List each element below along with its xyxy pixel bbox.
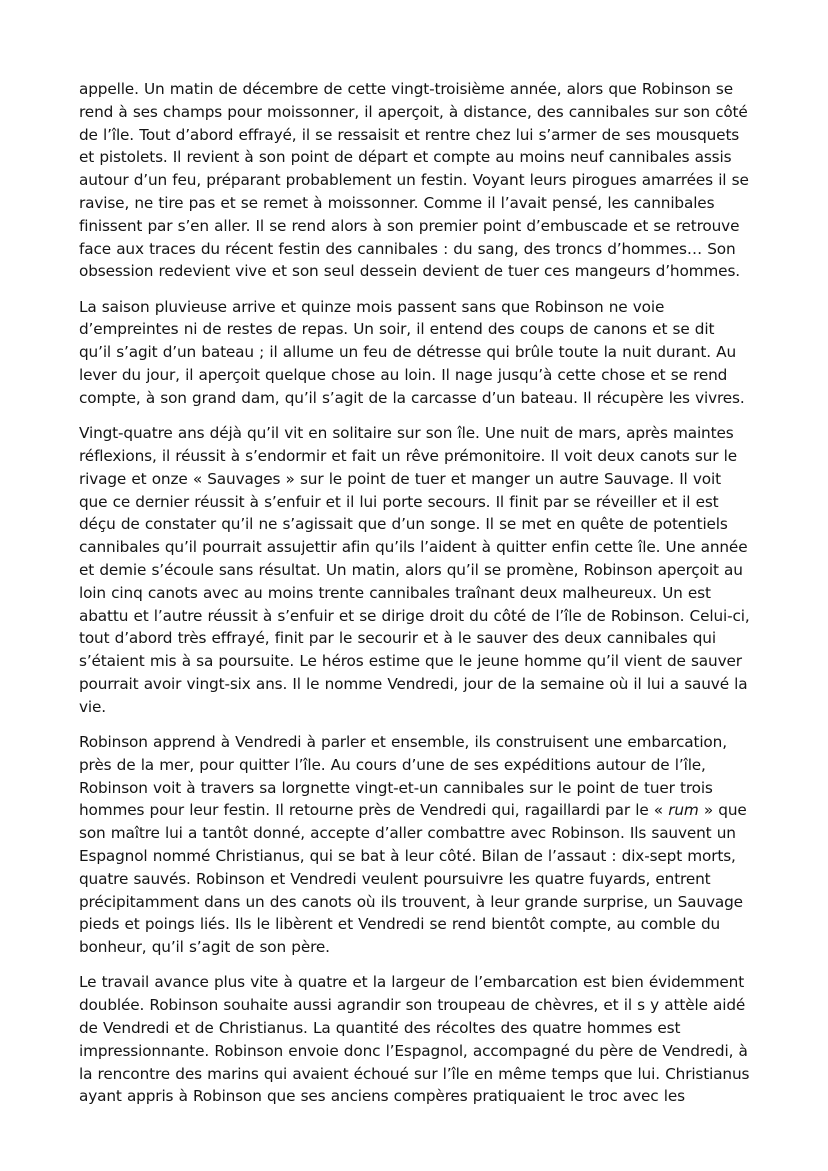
paragraph-1-text: appelle. Un matin de décembre de cette vingt-troisième année, alors que Robinson se rend à ses champs pour moissonner, il aperçoit, à distance, des cannibales sur son côté de l’île. Tout d’abord effrayé, il se ressaisit et rentre chez lui s’armer de ses mousquets et pistolets. Il revient à son point de départ et compte au moins neuf cannibales assis autour d’un feu, préparant probablement un festin. Voyant leurs pirogues amarrées il se ravise, ne tire pas et se remet à moissonner. Comme il l’avait pensé, les cannibales finissent par s’en aller. Il se rend alors à son premier point d’embuscade et se retrouve face aux traces du récent festin des cannibales : du sang, des troncs d’hommes… Son obsession redevient vive et son seul dessein devient de tuer ces mangeurs d’hommes. [79,80,749,281]
paragraph-3-text: Vingt-quatre ans déjà qu’il vit en solitaire sur son île. Une nuit de mars, après maintes réflexions, il réussit à s’endormir et fait un rêve prémonitoire. Il voit deux canots sur le rivage et onze « Sauvages » sur le point de tuer et manger un autre Sauvage. Il voit que ce dernier réussit à s’enfuir et il lui porte secours. Il finit par se réveiller et il est déçu de constater qu’il ne s’agissait que d’un songe. Il se met en quête de potentiels cannibales qu’il pourrait assujettir afin qu’ils l’aident à quitter enfin cette île. Une année et demie s’écoule sans résultat. Un matin, alors qu’il se promène, Robinson aperçoit au loin cinq canots avec au moins trente cannibales traînant deux malheureux. Un est abattu et l’autre réussit à s’enfuir et se dirige droit du côté de l’île de Robinson. Celui-ci, tout d’abord très effrayé, finit par le secourir et à le sauver des deux cannibales qui s’étaient mis à sa poursuite. Le héros estime que le jeune homme qu’il vient de sauver pourrait avoir vingt-six ans. Il le nomme Vendredi, jour de la semaine où il lui a sauvé la vie. [79,424,750,716]
paragraph-4-text-after: » que son maître lui a tantôt donné, accepte d’aller combattre avec Robinson. Ils sauvent un Espagnol nommé Christianus, qui se bat à leur côté. Bilan de l’assaut : dix-sept morts, quatre sauvés. Robinson et Vendredi veulent poursuivre les quatre fuyards, entrent précipitamment dans un des canots où ils trouvent, à leur grande surprise, un Sauvage pieds et poings liés. Ils le libèrent et Vendredi se rend bientôt compte, au comble du bonheur, qu’il s’agit de son père. [79,801,747,957]
paragraph-1 [79,78,751,283]
paragraph-2-text: La saison pluvieuse arrive et quinze mois passent sans que Robinson ne voie d’empreintes ni de restes de repas. Un soir, il entend des coups de canons et se dit qu’il s’agit d’un bateau ; il allume un feu de détresse qui brûle toute la nuit durant. Au lever du jour, il aperçoit quelque chose au loin. Il nage jusqu’à cette chose et se rend compte, à son grand dam, qu’il s’agit de la carcasse d’un bateau. Il récupère les vivres. [79,297,745,407]
document-page [79,78,751,1121]
paragraph-5 [79,971,751,1108]
paragraph-4 [79,731,751,959]
paragraph-5-text: Le travail avance plus vite à quatre et la largeur de l’embarcation est bien évidemment doublée. Robinson souhaite aussi agrandir son troupeau de chèvres, et il s y attèle aidé de Vendredi et de Christianus. La quantité des récoltes des quatre hommes est impressionnante. Robinson envoie donc l’Espagnol, accompagné du père de Vendredi, à la rencontre des marins qui avaient échoué sur l’île en même temps que lui. Christianus ayant appris à Robinson que ses anciens compères pratiquaient le troc avec les [79,973,750,1106]
paragraph-4-italic-word: rum [668,801,699,820]
paragraph-2 [79,296,751,410]
paragraph-4-text-before: Robinson apprend à Vendredi à parler et ensemble, ils construisent une embarcation, près de la mer, pour quitter l’île. Au cours d’une de ses expéditions autour de l’île, Robinson voit à travers sa lorgnette vingt-et-un cannibales sur le point de tuer trois hommes pour leur festin. Il retourne près de Vendredi qui, ragaillardi par le « [79,733,727,820]
paragraph-3 [79,422,751,718]
